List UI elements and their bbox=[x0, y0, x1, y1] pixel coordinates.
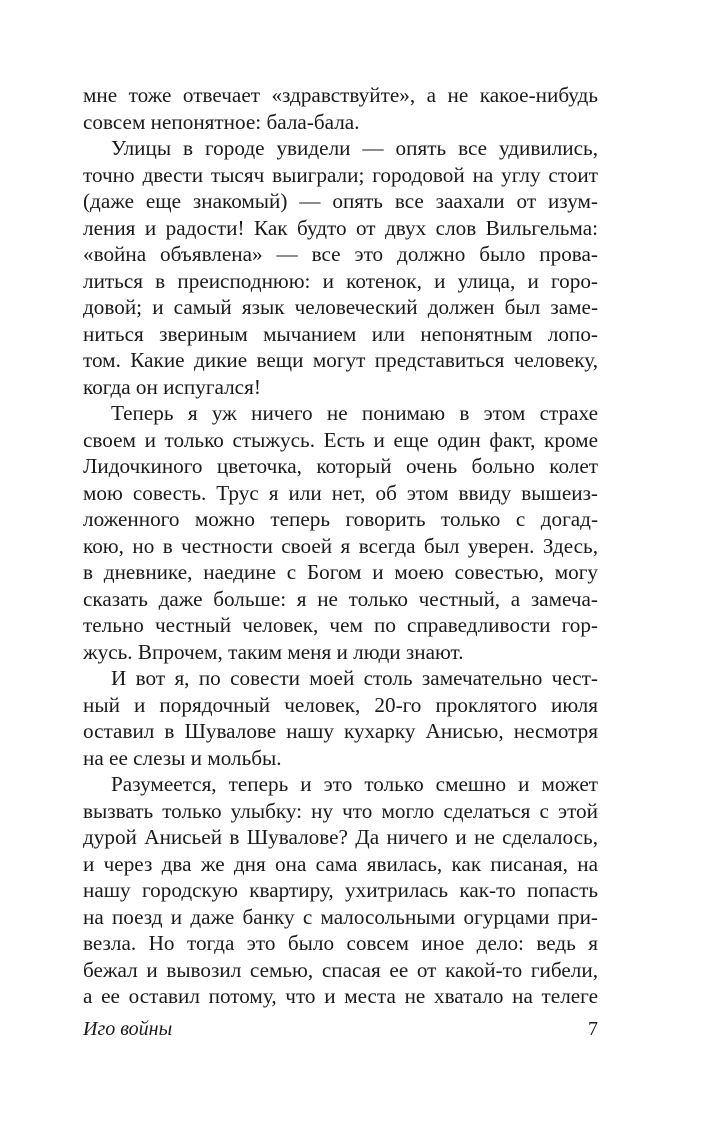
paragraph bbox=[83, 771, 598, 1010]
paragraph bbox=[83, 400, 598, 665]
text-line: и через два же дня она сама явилась, как писаная, на bbox=[83, 851, 598, 876]
text-line: везла. Но тогда это было совсем иное дело: ведь я bbox=[83, 931, 598, 955]
text-line: (даже еще знакомый) — опять все заахали от изум- bbox=[83, 189, 598, 213]
text-line: на ее слезы и мольбы. bbox=[83, 745, 282, 770]
text-line: нашу городскую квартиру, ухитрилась как-то попасть bbox=[83, 878, 598, 902]
paragraph bbox=[83, 135, 598, 400]
text-line: сказать даже больше: я не только честный, а замеча- bbox=[83, 586, 598, 611]
text-line: точно двести тысяч выиграли; городовой на углу стоит bbox=[83, 162, 598, 187]
text-line: ниться звериным мычанием или непонятным лопо- bbox=[83, 321, 598, 346]
text-line: мою совесть. Трус я или нет, об этом ввиду вышеиз- bbox=[83, 480, 598, 505]
text-line: «война объявлена» — все это должно было прова- bbox=[83, 242, 598, 266]
text-line: ления и радости! Как будто от двух слов Вильгельма: bbox=[83, 215, 598, 240]
paragraph bbox=[83, 665, 598, 771]
text-line: а ее оставил потому, что и места не хватало на телеге bbox=[83, 984, 598, 1008]
text-line: литься в преисподнюю: и котенок, и улица, и горо- bbox=[83, 268, 598, 293]
text-line: Улицы в городе увидели — опять все удивились, bbox=[111, 136, 598, 160]
page-footer bbox=[83, 1015, 598, 1043]
text-line: довой; и самый язык человеческий должен был заме- bbox=[83, 295, 598, 319]
text-line: ложенного можно теперь говорить только с догад- bbox=[83, 507, 598, 531]
text-line: оставил в Шувалове нашу кухарку Анисью, несмотря bbox=[83, 719, 598, 743]
text-line: мне тоже отвечает «здравствуйте», а не какое-нибудь bbox=[83, 83, 598, 107]
text-line: том. Какие дикие вещи могут представиться человеку, bbox=[83, 348, 598, 372]
page-number: 7 bbox=[588, 1018, 598, 1040]
text-line: жусь. Впрочем, таким меня и люди знают. bbox=[83, 639, 464, 664]
text-line: Разумеется, теперь и это только смешно и может bbox=[111, 772, 598, 796]
text-line: совсем непонятное: бала-бала. bbox=[83, 109, 360, 134]
text-line: в дневнике, наедине с Богом и моею совестью, могу bbox=[83, 560, 598, 584]
text-line: кою, но в честности своей я всегда был уверен. Здесь, bbox=[83, 533, 598, 558]
text-line: бежал и вывозил семью, спасая ее от какой-то гибели, bbox=[83, 957, 598, 982]
text-line: на поезд и даже банку с малосольными огурцами при- bbox=[83, 904, 598, 929]
text-line: когда он испугался! bbox=[83, 374, 261, 399]
text-line: ный и порядочный человек, 20-го проклятого июля bbox=[83, 692, 598, 717]
text-line: тельно честный человек, чем по справедливости гор- bbox=[83, 613, 598, 637]
text-line: вызвать только улыбку: ну что могло сделаться с этой bbox=[83, 798, 598, 823]
text-line: своем и только стыжусь. Есть и еще один факт, кроме bbox=[83, 427, 598, 452]
running-title: Иго войны bbox=[83, 1018, 173, 1040]
page-body bbox=[83, 82, 598, 1010]
paragraph bbox=[83, 82, 598, 135]
text-line: Теперь я уж ничего не понимаю в этом страхе bbox=[111, 401, 598, 425]
text-line: Лидочкиного цветочка, который очень больно колет bbox=[83, 454, 598, 478]
text-line: дурой Анисьей в Шувалове? Да ничего и не сделалось, bbox=[83, 825, 598, 849]
text-line: И вот я, по совести моей столь замечательно чест- bbox=[111, 666, 598, 690]
